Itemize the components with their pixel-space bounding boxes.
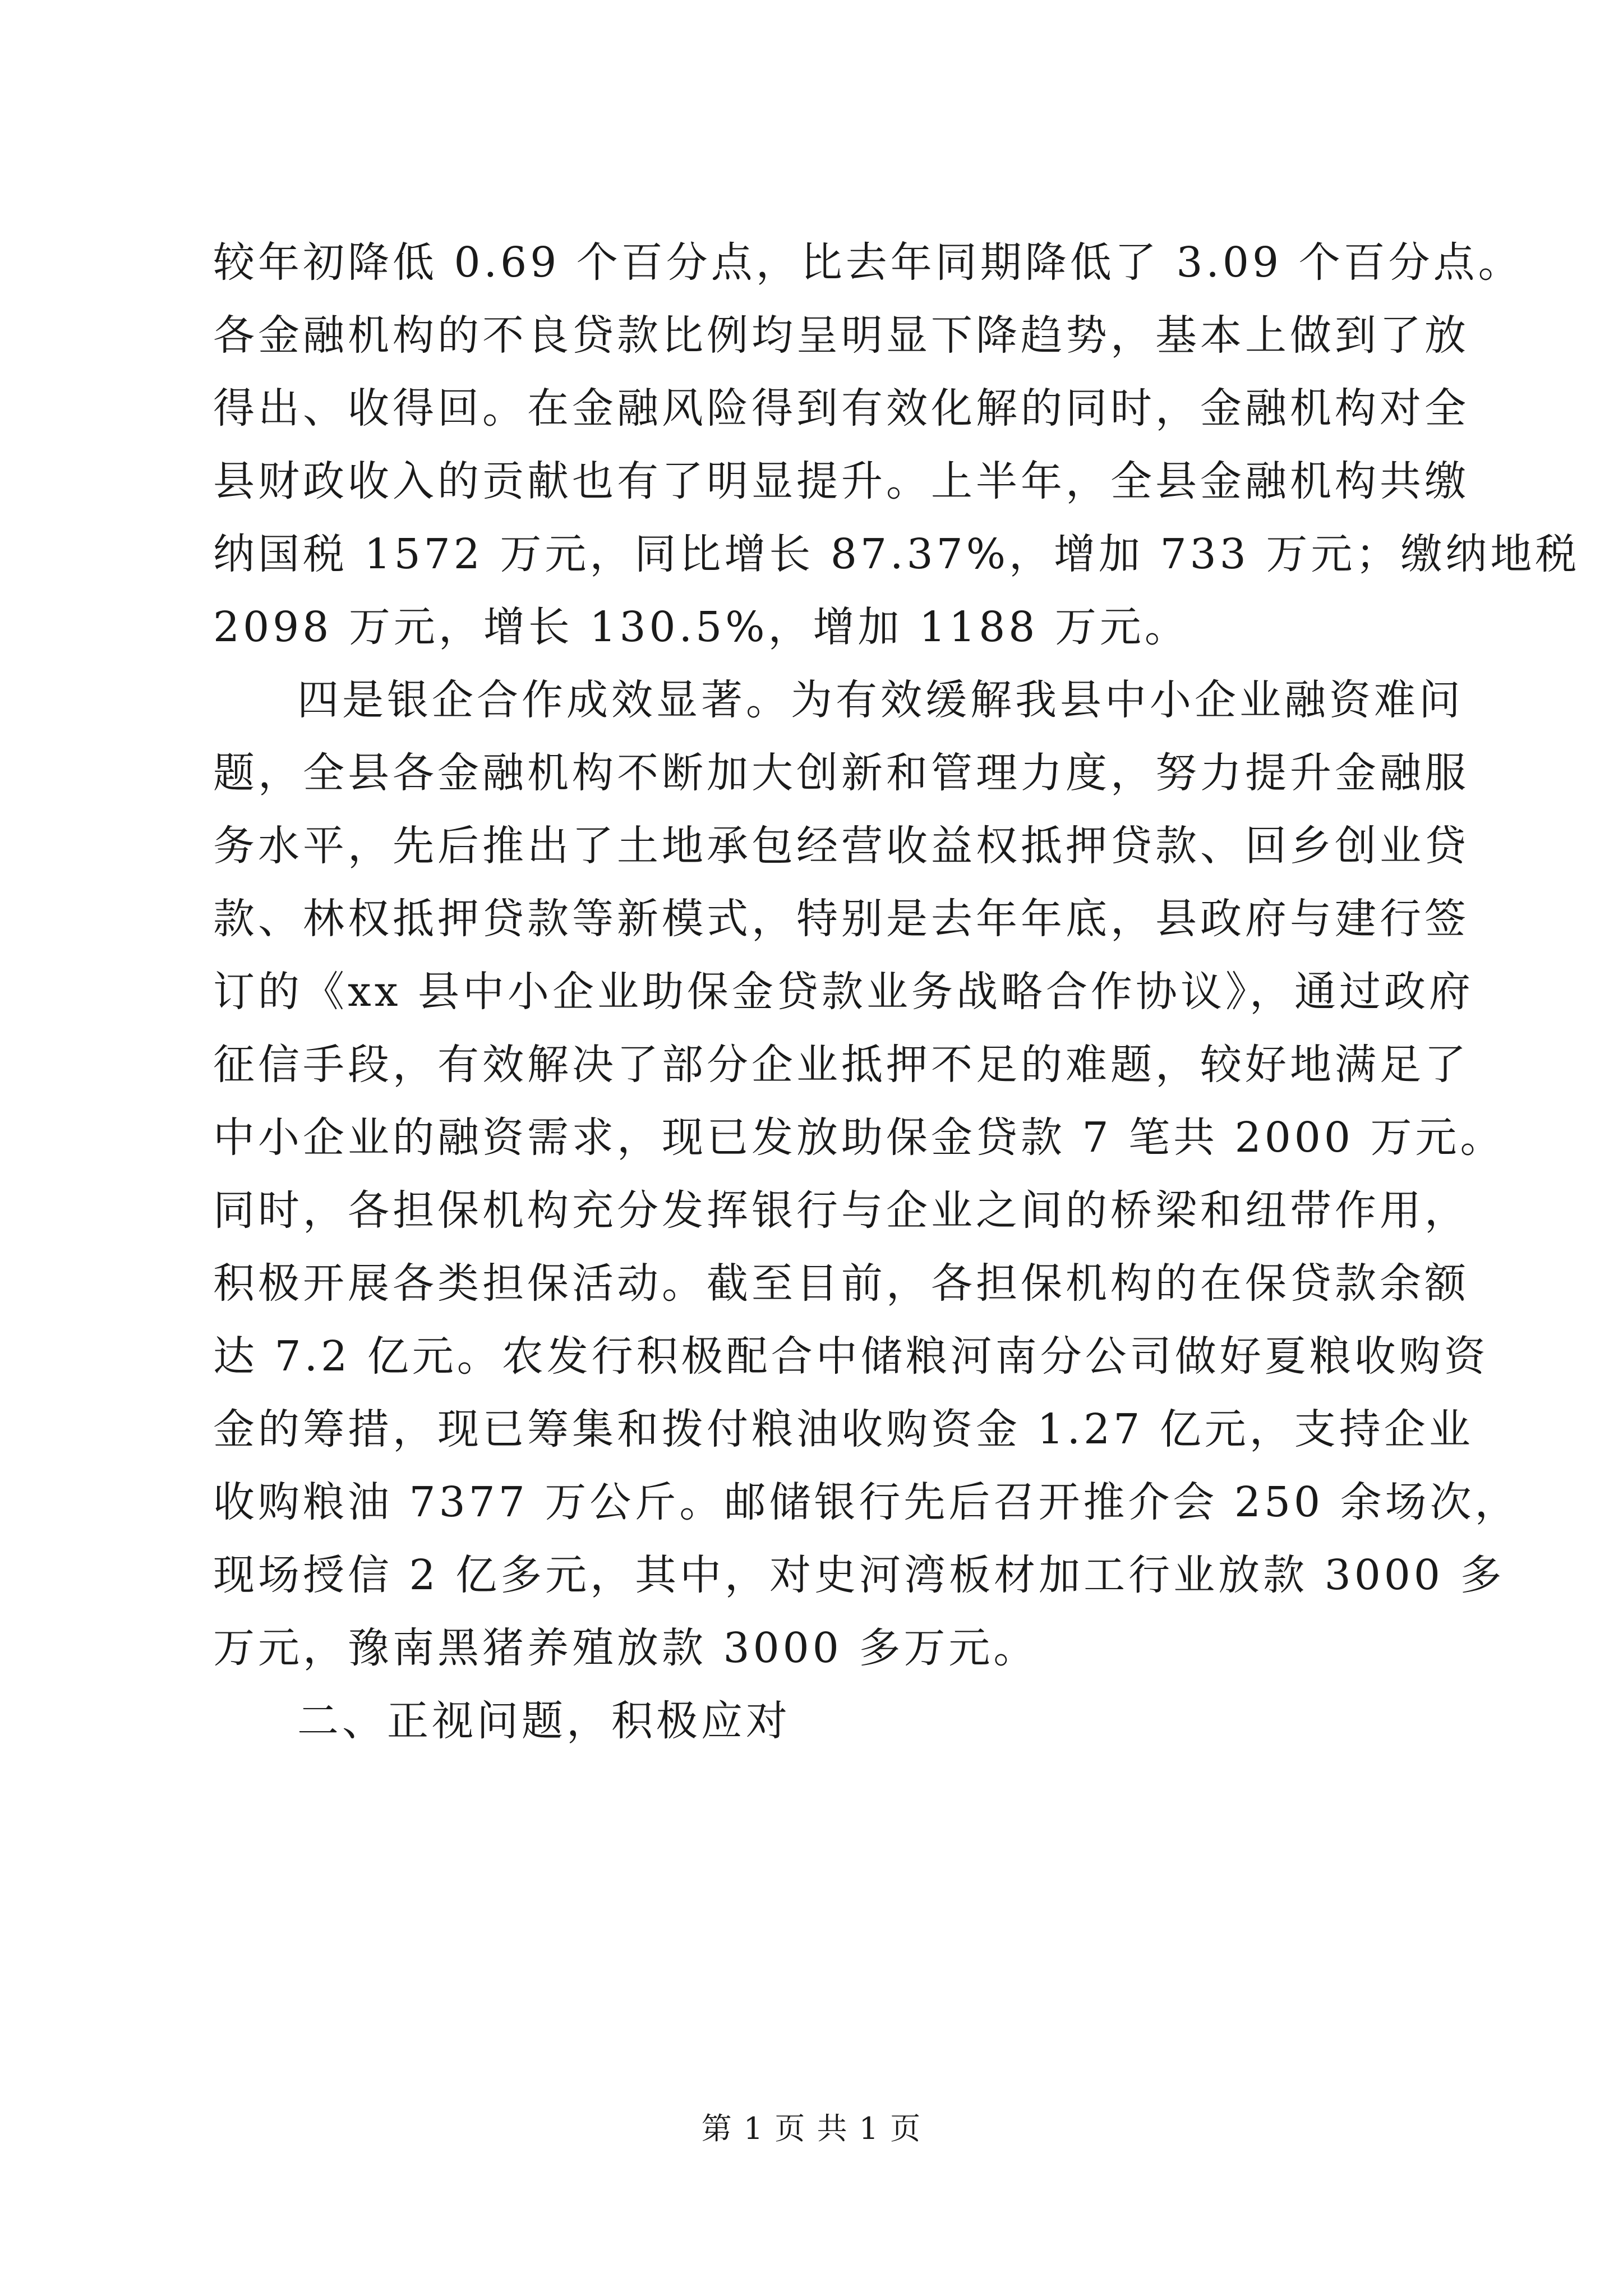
body-line: 款、林权抵押贷款等新模式，特别是去年年底，县政府与建行签 [213, 895, 1469, 943]
body-line: 2098 万元，增长 130.5%，增加 1188 万元。 [213, 603, 1189, 651]
body-line: 订的《xx 县中小企业助保金贷款业务战略合作协议》，通过政府 [213, 968, 1474, 1016]
body-line: 各金融机构的不良贷款比例均呈明显下降趋势，基本上做到了放 [213, 311, 1469, 360]
body-line: 中小企业的融资需求，现已发放助保金贷款 7 笔共 2000 万元。 [213, 1114, 1505, 1162]
body-line: 积极开展各类担保活动。截至目前，各担保机构的在保贷款余额 [213, 1259, 1469, 1308]
section-heading: 二、正视问题，积极应对 [297, 1697, 791, 1745]
body-line: 万元，豫南黑猪养殖放款 3000 多万元。 [213, 1624, 1039, 1672]
body-line: 同时，各担保机构充分发挥银行与企业之间的桥梁和纽带作用， [213, 1186, 1469, 1235]
body-line: 金的筹措，现已筹集和拨付粮油收购资金 1.27 亿元，支持企业 [213, 1405, 1474, 1453]
body-line: 现场授信 2 亿多元，其中，对史河湾板材加工行业放款 3000 多 [213, 1551, 1505, 1599]
body-line: 纳国税 1572 万元，同比增长 87.37%，增加 733 万元；缴纳地税 [213, 530, 1580, 578]
body-line: 较年初降低 0.69 个百分点，比去年同期降低了 3.09 个百分点。 [213, 238, 1523, 287]
body-line: 县财政收入的贡献也有了明显提升。上半年，全县金融机构共缴 [213, 457, 1469, 505]
paragraph-start-line: 四是银企合作成效显著。为有效缓解我县中小企业融资难问 [297, 676, 1464, 724]
page-footer: 第 1 页 共 1 页 [701, 2111, 922, 2146]
body-line: 达 7.2 亿元。农发行积极配合中储粮河南分公司做好夏粮收购资 [213, 1332, 1489, 1381]
body-line: 题，全县各金融机构不断加大创新和管理力度，努力提升金融服 [213, 749, 1469, 797]
body-line: 收购粮油 7377 万公斤。邮储银行先后召开推介会 250 余场次， [213, 1478, 1520, 1526]
body-line: 务水平，先后推出了土地承包经营收益权抵押贷款、回乡创业贷 [213, 822, 1469, 870]
body-line: 得出、收得回。在金融风险得到有效化解的同时，金融机构对全 [213, 384, 1469, 432]
body-line: 征信手段，有效解决了部分企业抵押不足的难题，较好地满足了 [213, 1041, 1469, 1089]
